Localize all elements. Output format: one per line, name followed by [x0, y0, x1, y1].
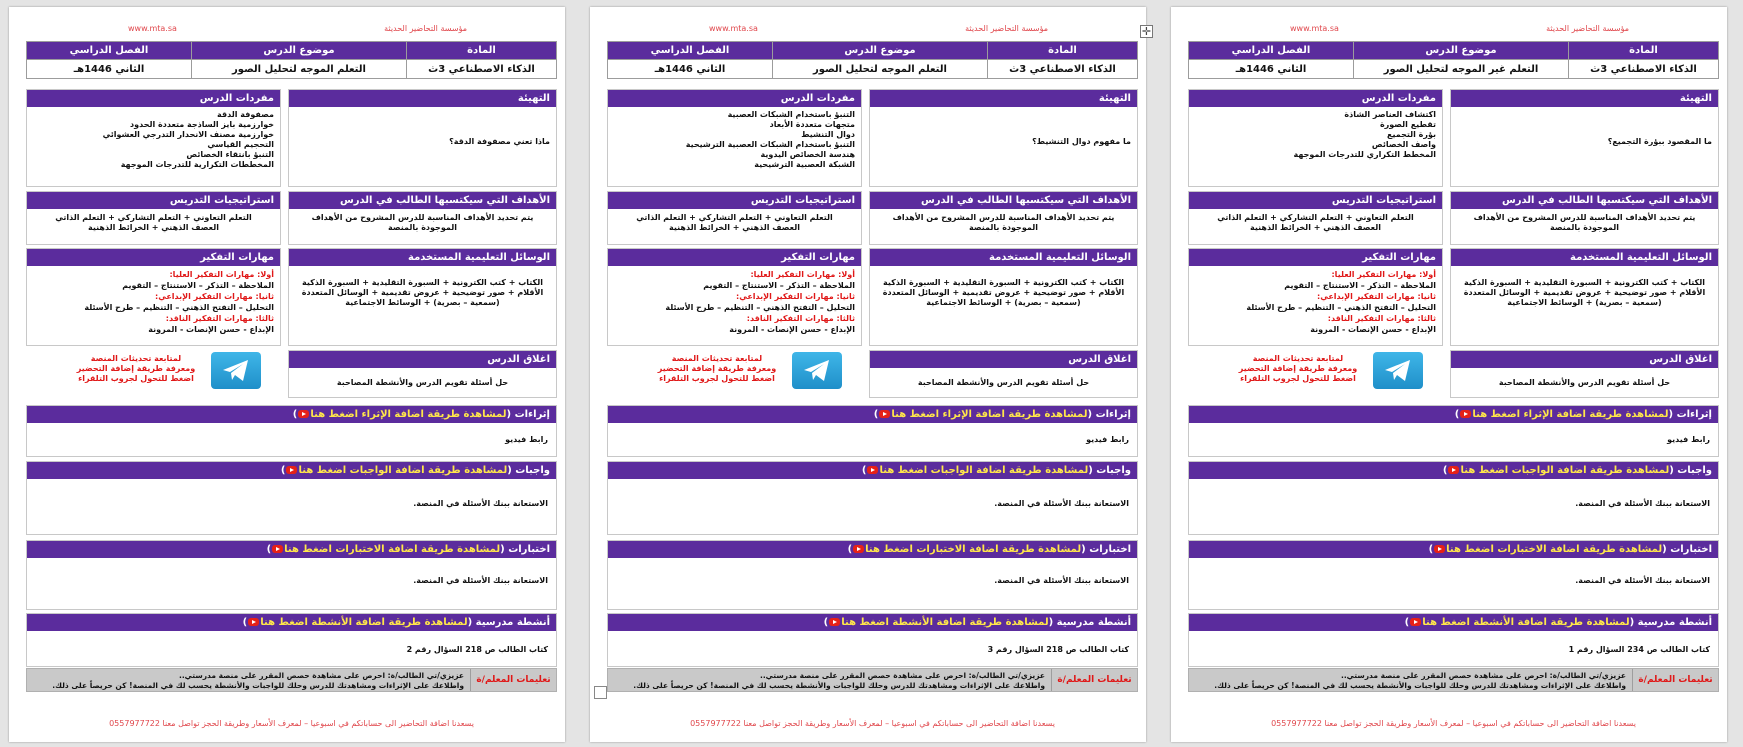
vocab-item: التنبؤ باستخدام الشبكات العصبية — [727, 110, 855, 119]
skills-heading: ثالثا: مهارات التفكير الناقد: — [165, 314, 274, 323]
homework-text: الاستعانة ببنك الأسئلة في المنصة. — [1575, 499, 1710, 508]
tools-line: الأقلام + صور توضيحية + عروض تقديمية + الوسائل المتعددة — [1463, 288, 1706, 297]
goals-text: يتم تحديد الأهداف المناسبة للدرس المشروح من الأهداف الموجودة بالمنصة — [311, 213, 534, 232]
closing-text: حل أسئلة تقويم الدرس والأنشطة المصاحبة — [917, 378, 1090, 387]
activity-box — [1188, 613, 1719, 667]
tests-title — [27, 541, 556, 558]
tools-line: (سمعية – بصرية) + الوسائط الاجتماعية — [926, 298, 1081, 307]
goals-text: يتم تحديد الأهداف المناسبة للدرس المشروح من الأهداف الموجودة بالمنصة — [1473, 213, 1696, 232]
semester-header: الفصل الدراسي — [608, 42, 773, 60]
enrich-box — [607, 405, 1138, 457]
close-paren: ) — [242, 617, 248, 628]
tests-title — [1189, 541, 1718, 558]
vocab-item: التحجيم القياسي — [207, 140, 274, 149]
skills-text: الملاحظة – التذكر – الاستنتاج – التقويم — [122, 281, 274, 290]
skills-heading: ثالثا: مهارات التفكير الناقد: — [1327, 314, 1436, 323]
promo-line: اضغط للتحول لجروب التلقراء — [78, 374, 194, 383]
notes-line: واطلاعك على الإثراءات ومشاهدتك للدرس وحلك للواجبات والأنشطة يحسب لك في المنصة! كن حريصاً على ذلك. — [1214, 681, 1626, 690]
close-paren: ) — [1404, 617, 1410, 628]
strategies-box — [1188, 191, 1443, 245]
notes-line: عزيزي/تي الطالب/ة: احرص على مشاهدة حصص المقرر على منصة مدرستي.. — [759, 671, 1045, 680]
youtube-icon[interactable] — [272, 545, 283, 553]
tests-prefix: اختبارات ( — [500, 544, 550, 555]
tests-box — [26, 540, 557, 610]
skills-text: الملاحظة – التذكر – الاستنتاج – التقويم — [1284, 281, 1436, 290]
activity-text: كتاب الطالب ص 218 السؤال رقم 3 — [987, 645, 1129, 654]
homework-box — [26, 461, 557, 535]
skills-text: التحليل – التفتح الذهني – التنظيم – طرح الأسئلة — [1246, 303, 1436, 312]
strategies-line: العصف الذهني + الخرائط الذهنية — [669, 223, 800, 232]
close-paren: ) — [823, 617, 829, 628]
youtube-icon[interactable] — [867, 466, 878, 474]
promo-line: ومعرفة طريقة إضافة التحضير — [657, 364, 777, 373]
lesson-info-table — [1188, 41, 1719, 79]
tests-box — [607, 540, 1138, 610]
tools-line: الكتاب + كتب الكترونية + السبورة التقليدية + السبورة الذكية — [1464, 278, 1705, 287]
telegram-icon[interactable] — [211, 352, 261, 389]
vocab-title: مفردات الدرس — [1189, 90, 1442, 107]
strategies-line: التعلم التعاوني + التعلم التشاركي + التعلم الذاتي — [636, 213, 833, 222]
skills-heading: أولا: مهارات التفكير العليا: — [750, 270, 855, 279]
semester-value: الثاني 1446هـ — [1189, 60, 1354, 79]
vocab-item: التنبؤ بانتقاء الخصائص — [186, 150, 274, 159]
subject-header: المادة — [407, 42, 557, 60]
enrich-title — [27, 406, 556, 423]
vocab-item: اكتشاف العناصر الشاذة — [1344, 110, 1436, 119]
tests-prefix: اختبارات ( — [1662, 544, 1712, 555]
header-site[interactable]: www.mta.sa — [128, 24, 177, 33]
vocab-box — [607, 89, 862, 187]
promo-line: اضغط للتحول لجروب التلقراء — [659, 374, 775, 383]
closing-text: حل أسئلة تقويم الدرس والأنشطة المصاحبة — [336, 378, 509, 387]
youtube-icon[interactable] — [298, 410, 309, 418]
strategies-title: استراتيجيات التدريس — [27, 192, 280, 209]
subject-value: الذكاء الاصطناعي 3ث — [407, 60, 557, 79]
goals-box — [288, 191, 557, 245]
warmup-title: التهيئة — [1451, 90, 1718, 107]
vocab-item: بؤرة التجميع — [1386, 130, 1436, 139]
promo-line: ومعرفة طريقة إضافة التحضير — [76, 364, 196, 373]
activity-link[interactable]: لمشاهدة طريقة اضافة الأنشطة اضغط هنا — [841, 617, 1049, 628]
homework-prefix: واجبات ( — [1088, 465, 1131, 476]
youtube-icon[interactable] — [1434, 545, 1445, 553]
tools-title: الوسائل التعليمية المستخدمة — [870, 249, 1137, 266]
close-paren: ) — [1454, 409, 1460, 420]
telegram-promo[interactable] — [1228, 354, 1368, 384]
page-footer: يسعدنا اضافة التحاضير الى حساباتكم في اسبوعيا – لمعرف الأسعار وطريقة الحجز تواصل معنا 0557977722 — [690, 719, 1055, 728]
strategies-title: استراتيجيات التدريس — [608, 192, 861, 209]
header-site[interactable]: www.mta.sa — [709, 24, 758, 33]
semester-header: الفصل الدراسي — [1189, 42, 1354, 60]
homework-link[interactable]: لمشاهدة طريقة اضافة الواجبات اضغط هنا — [1460, 465, 1670, 476]
promo-line: اضغط للتحول لجروب التلقراء — [1240, 374, 1356, 383]
teacher-notes — [607, 668, 1138, 692]
vocab-item: هندسة الخصائص اليدوية — [760, 150, 855, 159]
lesson-page — [1171, 7, 1727, 742]
notes-line: عزيزي/تي الطالب/ة: احرص على مشاهدة حصص المقرر على منصة مدرستي.. — [1340, 671, 1626, 680]
homework-title — [1189, 462, 1718, 479]
goals-box — [869, 191, 1138, 245]
tests-link[interactable]: لمشاهدة طريقة اضافة الاختبارات اضغط هنا — [1446, 544, 1663, 555]
vocab-item: مصفوفة الدقة — [217, 110, 274, 119]
activity-box — [26, 613, 557, 667]
skills-title: مهارات التفكير — [608, 249, 861, 266]
tests-link[interactable]: لمشاهدة طريقة اضافة الاختبارات اضغط هنا — [865, 544, 1082, 555]
teacher-notes-label: تعليمات المعلم/ة — [470, 669, 556, 691]
closing-box — [869, 350, 1138, 398]
closing-text: حل أسئلة تقويم الدرس والأنشطة المصاحبة — [1498, 378, 1671, 387]
strategies-line: العصف الذهني + الخرائط الذهنية — [1250, 223, 1381, 232]
activity-title — [608, 614, 1137, 631]
homework-text: الاستعانة ببنك الأسئلة في المنصة. — [413, 499, 548, 508]
lesson-info-table — [607, 41, 1138, 79]
activity-text: كتاب الطالب ص 234 السؤال رقم 1 — [1568, 645, 1710, 654]
close-paren: ) — [1428, 544, 1434, 555]
activity-title — [1189, 614, 1718, 631]
warmup-question: ماذا تعني مصفوفة الدقة؟ — [449, 137, 550, 146]
goals-text: يتم تحديد الأهداف المناسبة للدرس المشروح من الأهداف الموجودة بالمنصة — [892, 213, 1115, 232]
tools-box — [869, 248, 1138, 346]
close-paren: ) — [847, 544, 853, 555]
close-paren: ) — [861, 465, 867, 476]
telegram-icon[interactable] — [1373, 352, 1423, 389]
close-paren: ) — [266, 544, 272, 555]
tools-line: (سمعية – بصرية) + الوسائط الاجتماعية — [345, 298, 500, 307]
vocab-item: تقطيع الصورة — [1379, 120, 1436, 129]
tools-box — [288, 248, 557, 346]
goals-title: الأهداف التي سيكتسبها الطالب في الدرس — [1451, 192, 1718, 209]
lesson-page — [590, 7, 1146, 742]
closing-title: اغلاق الدرس — [289, 351, 556, 368]
subject-value: الذكاء الاصطناعي 3ث — [988, 60, 1138, 79]
vocab-item: دوال التنشيط — [801, 130, 855, 139]
tools-title: الوسائل التعليمية المستخدمة — [289, 249, 556, 266]
enrich-box — [26, 405, 557, 457]
topic-header: موضوع الدرس — [1354, 42, 1569, 60]
warmup-question: ما المقصود ببؤرة التجميع؟ — [1607, 137, 1712, 146]
activity-title — [27, 614, 556, 631]
warmup-title: التهيئة — [289, 90, 556, 107]
warmup-question: ما مفهوم دوال التنشيط؟ — [1032, 137, 1131, 146]
lesson-page — [9, 7, 565, 742]
youtube-icon[interactable] — [829, 618, 840, 626]
enrich-text: رابط فيديو — [1667, 435, 1710, 444]
enrich-link[interactable]: لمشاهدة طريقة اضافة الإثراء اضغط هنا — [310, 409, 507, 420]
tests-box — [1188, 540, 1719, 610]
skills-text: الإبداع - حسن الإنصات - المرونة — [1310, 325, 1436, 334]
semester-value: الثاني 1446هـ — [608, 60, 773, 79]
strategies-line: التعلم التعاوني + التعلم التشاركي + التعلم الذاتي — [1217, 213, 1414, 222]
enrich-prefix: إثراءات ( — [1087, 409, 1131, 420]
topic-value: التعلم الموجه لتحليل الصور — [773, 60, 988, 79]
youtube-icon[interactable] — [1448, 466, 1459, 474]
teacher-notes — [26, 668, 557, 692]
homework-link[interactable]: لمشاهدة طريقة اضافة الواجبات اضغط هنا — [879, 465, 1089, 476]
tests-text: الاستعانة ببنك الأسئلة في المنصة. — [1575, 576, 1710, 585]
tests-text: الاستعانة ببنك الأسئلة في المنصة. — [413, 576, 548, 585]
vocab-title: مفردات الدرس — [27, 90, 280, 107]
homework-title — [27, 462, 556, 479]
skills-heading: أولا: مهارات التفكير العليا: — [1331, 270, 1436, 279]
strategies-box — [607, 191, 862, 245]
youtube-icon[interactable] — [286, 466, 297, 474]
tools-line: الكتاب + كتب الكترونية + السبورة التقليدية + السبورة الذكية — [883, 278, 1124, 287]
vocab-item: المخطط التكراري للتدرجات الموجهة — [1293, 150, 1436, 159]
skills-text: التحليل – التفتح الذهني – التنظيم – طرح الأسئلة — [665, 303, 855, 312]
homework-prefix: واجبات ( — [1669, 465, 1712, 476]
enrich-text: رابط فيديو — [1086, 435, 1129, 444]
vocab-item: خوارزمية مصنف الانحدار التدرجي العشوائي — [102, 130, 274, 139]
homework-link[interactable]: لمشاهدة طريقة اضافة الواجبات اضغط هنا — [298, 465, 508, 476]
enrich-text: رابط فيديو — [505, 435, 548, 444]
closing-box — [288, 350, 557, 398]
subject-header: المادة — [1569, 42, 1719, 60]
closing-title: اغلاق الدرس — [1451, 351, 1718, 368]
youtube-icon[interactable] — [1460, 410, 1471, 418]
close-paren: ) — [1442, 465, 1448, 476]
activity-prefix: أنشطة مدرسية ( — [467, 617, 550, 628]
skills-box — [26, 248, 281, 346]
enrich-title — [608, 406, 1137, 423]
promo-line: لمتابعة تحديثات المنصة — [671, 354, 763, 363]
vocab-title: مفردات الدرس — [608, 90, 861, 107]
skills-title: مهارات التفكير — [1189, 249, 1442, 266]
skills-box — [1188, 248, 1443, 346]
header-org: مؤسسة التحاضير الحديثة — [1546, 24, 1629, 33]
skills-text: الإبداع - حسن الإنصات - المرونة — [729, 325, 855, 334]
youtube-icon[interactable] — [879, 410, 890, 418]
youtube-icon[interactable] — [248, 618, 259, 626]
topic-value: التعلم الموجه لتحليل الصور — [192, 60, 407, 79]
notes-line: واطلاعك على الإثراءات ومشاهدتك للدرس وحلك للواجبات والأنشطة يحسب لك في المنصة! كن حريصاً على ذلك. — [52, 681, 464, 690]
vocab-box — [26, 89, 281, 187]
enrich-prefix: إثراءات ( — [1668, 409, 1712, 420]
homework-title — [608, 462, 1137, 479]
promo-line: لمتابعة تحديثات المنصة — [1252, 354, 1344, 363]
header-org: مؤسسة التحاضير الحديثة — [965, 24, 1048, 33]
semester-header: الفصل الدراسي — [27, 42, 192, 60]
skills-box — [607, 248, 862, 346]
header-org: مؤسسة التحاضير الحديثة — [384, 24, 467, 33]
homework-text: الاستعانة ببنك الأسئلة في المنصة. — [994, 499, 1129, 508]
enrich-title — [1189, 406, 1718, 423]
warmup-title: التهيئة — [870, 90, 1137, 107]
subject-value: الذكاء الاصطناعي 3ث — [1569, 60, 1719, 79]
warmup-box — [288, 89, 557, 187]
topic-value: التعلم غير الموجه لتحليل الصور — [1354, 60, 1569, 79]
tools-line: (سمعية – بصرية) + الوسائط الاجتماعية — [1507, 298, 1662, 307]
lesson-info-table — [26, 41, 557, 79]
vocab-item: التنبؤ باستخدام الشبكات العصبية الترشيحية — [685, 140, 855, 149]
close-paren: ) — [280, 465, 286, 476]
tools-title: الوسائل التعليمية المستخدمة — [1451, 249, 1718, 266]
skills-heading: ثانيا: مهارات التفكير الإبداعي: — [155, 292, 274, 301]
promo-line: لمتابعة تحديثات المنصة — [90, 354, 182, 363]
homework-box — [607, 461, 1138, 535]
enrich-link[interactable]: لمشاهدة طريقة اضافة الإثراء اضغط هنا — [1472, 409, 1669, 420]
notes-line: عزيزي/تي الطالب/ة: احرص على مشاهدة حصص المقرر على منصة مدرستي.. — [178, 671, 464, 680]
tests-title — [608, 541, 1137, 558]
close-paren: ) — [873, 409, 879, 420]
topic-header: موضوع الدرس — [192, 42, 407, 60]
strategies-line: العصف الذهني + الخرائط الذهنية — [88, 223, 219, 232]
telegram-promo[interactable] — [647, 354, 787, 384]
activity-prefix: أنشطة مدرسية ( — [1629, 617, 1712, 628]
skills-text: التحليل – التفتح الذهني – التنظيم – طرح الأسئلة — [84, 303, 274, 312]
enrich-box — [1188, 405, 1719, 457]
skills-heading: أولا: مهارات التفكير العليا: — [169, 270, 274, 279]
skills-heading: ثانيا: مهارات التفكير الإبداعي: — [736, 292, 855, 301]
vocab-box — [1188, 89, 1443, 187]
enrich-prefix: إثراءات ( — [506, 409, 550, 420]
vocab-item: خوارزمية بايز الساذجة متعددة الحدود — [130, 120, 274, 129]
semester-value: الثاني 1446هـ — [27, 60, 192, 79]
vocab-item: المخططات التكرارية للتدرجات الموجهة — [120, 160, 274, 169]
strategies-title: استراتيجيات التدريس — [1189, 192, 1442, 209]
skills-text: الملاحظة – التذكر – الاستنتاج – التقويم — [703, 281, 855, 290]
close-paren: ) — [292, 409, 298, 420]
tools-line: الأقلام + صور توضيحية + عروض تقديمية + الوسائل المتعددة — [882, 288, 1125, 297]
vocab-item: الشبكة العصبية الترشيحية — [754, 160, 855, 169]
tools-line: الكتاب + كتب الكترونية + السبورة التقليدية + السبورة الذكية — [302, 278, 543, 287]
telegram-icon[interactable] — [792, 352, 842, 389]
vocab-list — [1189, 107, 1442, 163]
subject-header: المادة — [988, 42, 1138, 60]
goals-title: الأهداف التي سيكتسبها الطالب في الدرس — [289, 192, 556, 209]
warmup-box — [1450, 89, 1719, 187]
page-footer: يسعدنا اضافة التحاضير الى حساباتكم في اسبوعيا – لمعرف الأسعار وطريقة الحجز تواصل معنا 0557977722 — [1271, 719, 1636, 728]
homework-prefix: واجبات ( — [507, 465, 550, 476]
activity-text: كتاب الطالب ص 218 السؤال رقم 2 — [406, 645, 548, 654]
teacher-notes-label: تعليمات المعلم/ة — [1051, 669, 1137, 691]
tools-line: الأقلام + صور توضيحية + عروض تقديمية + الوسائل المتعددة — [301, 288, 544, 297]
closing-title: اغلاق الدرس — [870, 351, 1137, 368]
teacher-notes — [1188, 668, 1719, 692]
warmup-box — [869, 89, 1138, 187]
strategies-line: التعلم التعاوني + التعلم التشاركي + التعلم الذاتي — [55, 213, 252, 222]
enrich-link[interactable]: لمشاهدة طريقة اضافة الإثراء اضغط هنا — [891, 409, 1088, 420]
homework-box — [1188, 461, 1719, 535]
activity-box — [607, 613, 1138, 667]
vocab-list — [27, 107, 280, 173]
strategies-box — [26, 191, 281, 245]
skills-heading: ثانيا: مهارات التفكير الإبداعي: — [1317, 292, 1436, 301]
activity-link[interactable]: لمشاهدة طريقة اضافة الأنشطة اضغط هنا — [260, 617, 468, 628]
tests-prefix: اختبارات ( — [1081, 544, 1131, 555]
telegram-promo[interactable] — [66, 354, 206, 384]
activity-prefix: أنشطة مدرسية ( — [1048, 617, 1131, 628]
promo-line: ومعرفة طريقة إضافة التحضير — [1238, 364, 1358, 373]
skills-heading: ثالثا: مهارات التفكير الناقد: — [746, 314, 855, 323]
vocab-list — [608, 107, 861, 173]
topic-header: موضوع الدرس — [773, 42, 988, 60]
header-site[interactable]: www.mta.sa — [1290, 24, 1339, 33]
tools-box — [1450, 248, 1719, 346]
teacher-notes-label: تعليمات المعلم/ة — [1632, 669, 1718, 691]
vocab-item: متجهات متعددة الأبعاد — [769, 120, 855, 129]
skills-title: مهارات التفكير — [27, 249, 280, 266]
skills-text: الإبداع - حسن الإنصات - المرونة — [148, 325, 274, 334]
notes-line: واطلاعك على الإثراءات ومشاهدتك للدرس وحلك للواجبات والأنشطة يحسب لك في المنصة! كن حريصاً على ذلك. — [633, 681, 1045, 690]
tests-link[interactable]: لمشاهدة طريقة اضافة الاختبارات اضغط هنا — [284, 544, 501, 555]
tests-text: الاستعانة ببنك الأسئلة في المنصة. — [994, 576, 1129, 585]
activity-link[interactable]: لمشاهدة طريقة اضافة الأنشطة اضغط هنا — [1422, 617, 1630, 628]
goals-title: الأهداف التي سيكتسبها الطالب في الدرس — [870, 192, 1137, 209]
empty-checkbox[interactable] — [594, 686, 607, 699]
vocab-item: واصف الخصائص — [1371, 140, 1436, 149]
closing-box — [1450, 350, 1719, 398]
goals-box — [1450, 191, 1719, 245]
youtube-icon[interactable] — [1410, 618, 1421, 626]
youtube-icon[interactable] — [853, 545, 864, 553]
table-move-handle[interactable]: ✛ — [1141, 25, 1152, 38]
page-footer: يسعدنا اضافة التحاضير الى حساباتكم في اسبوعيا – لمعرف الأسعار وطريقة الحجز تواصل معنا 0557977722 — [109, 719, 474, 728]
